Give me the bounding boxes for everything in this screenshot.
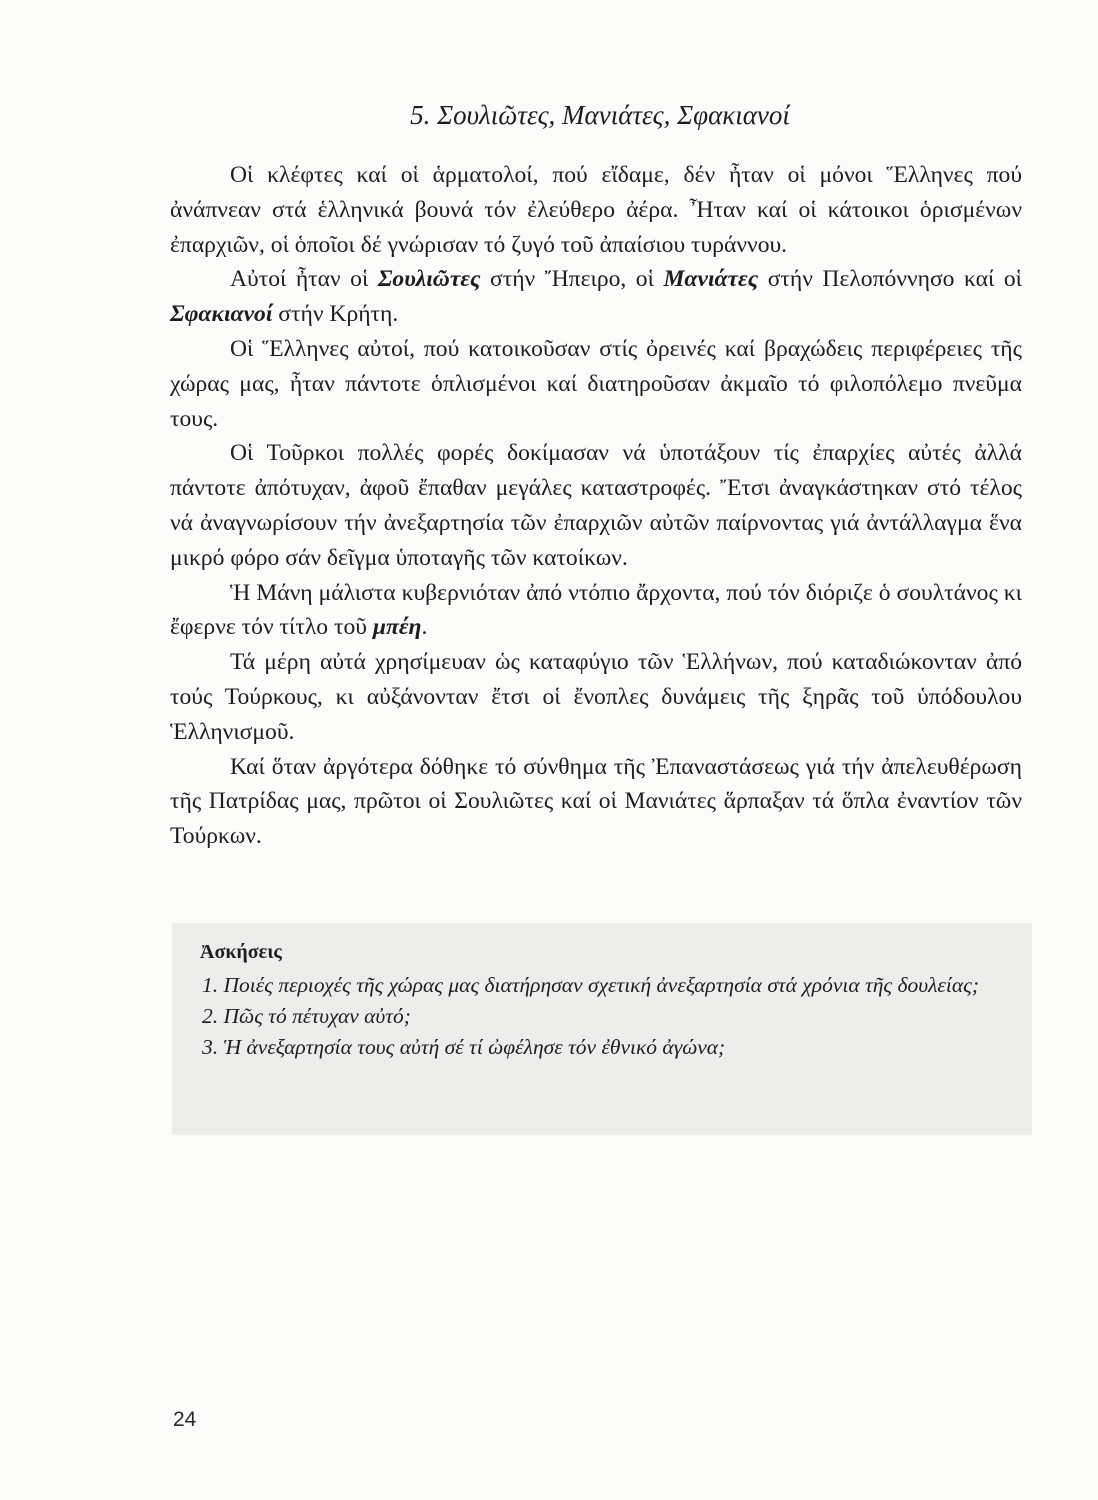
exercises-list — [202, 970, 1012, 1063]
exercise-item-2: 2. Πῶς τό πέτυχαν αὐτό; — [202, 1004, 411, 1028]
page-number: 24 — [173, 1408, 197, 1431]
paragraph-6: Τά μέρη αὐτά χρησίμευαν ὡς καταφύγιο τῶν Ἑλλήνων, πού καταδιώκονταν ἀπό τούς Τούρκους, κι αὐξάνονταν ἔτσι οἱ ἔνοπλες δυνάμεις τῆς ξηρᾶς τοῦ ὑπόδουλου Ἑλληνισμοῦ. — [170, 649, 1022, 745]
paragraph-2: Αὐτοί ἦταν οἱ Σουλιῶτες στήν Ἤπειρο, οἱ Μανιάτες στήν Πελοπόννησο καί οἱ Σφακιανοί στήν Κρήτη. — [170, 266, 1022, 328]
term-maniates: Μανιάτες — [663, 266, 759, 293]
exercises-box — [172, 923, 1032, 1135]
term-souliotes: Σουλιῶτες — [377, 266, 481, 293]
paragraph-5: Ἡ Μάνη μάλιστα κυβερνιόταν ἀπό ντόπιο ἄρχοντα, πού τόν διόριζε ὁ σουλτάνος κι ἔφερνε τόν τίτλο τοῦ μπέη. — [170, 579, 1022, 641]
chapter-title: 5. Σουλιῶτες, Μανιάτες, Σφακιανοί — [410, 100, 790, 130]
paragraph-4: Οἱ Τοῦρκοι πολλές φορές δοκίμασαν νά ὑποτάξουν τίς ἐπαρχίες αὐτές ἀλλά πάντοτε ἀπότυχαν, ἀφοῦ ἔπαθαν μεγάλες καταστροφές. Ἔτσι ἀναγκάστηκαν στό τέλος νά ἀναγνωρίσουν τήν ἀνεξαρτησία τῶν ἐπαρχιῶν αὐτῶν παίρνοντας γιά ἀντάλλαγμα ἕνα μικρό φόρο σάν δεῖγμα ὑποταγῆς τῶν κατοίκων. — [170, 440, 1022, 571]
paragraph-7: Καί ὅταν ἀργότερα δόθηκε τό σύνθημα τῆς Ἐπαναστάσεως γιά τήν ἀπελευθέρωση τῆς Πατρίδας μας, πρῶτοι οἱ Σουλιῶτες καί οἱ Μανιάτες ἅρπαξαν τά ὅπλα ἐναντίον τῶν Τούρκων. — [170, 753, 1022, 850]
exercise-item-3: 3. Ἡ ἀνεξαρτησία τους αὐτή σέ τί ὠφέλησε τόν ἐθνικό ἀγώνα; — [202, 1035, 726, 1059]
chapter-body — [170, 158, 1022, 854]
exercise-item-1: 1. Ποιές περιοχές τῆς χώρας μας διατήρησαν σχετική ἀνεξαρτησία στά χρόνια τῆς δουλείας; — [202, 973, 979, 997]
term-sfakianoi: Σφακιανοί — [170, 301, 273, 328]
paragraph-3: Οἱ Ἕλληνες αὐτοί, πού κατοικοῦσαν στίς ὀρεινές καί βραχώδεις περιφέρειες τῆς χώρας μας, ἦταν πάντοτε ὁπλισμένοι καί διατηροῦσαν ἀκμαῖο τό φιλοπόλεμο πνεῦμα τους. — [170, 335, 1022, 432]
exercises-heading: Ἀσκήσεις — [200, 941, 282, 963]
term-bey: μπέη — [372, 614, 422, 641]
paragraph-1: Οἱ κλέφτες καί οἱ ἁρματολοί, πού εἴδαμε, δέν ἦταν οἱ μόνοι Ἕλληνες πού ἀνάπνεαν στά ἑλληνικά βουνά τόν ἐλεύθερο ἀέρα. Ἦταν καί οἱ κάτοικοι ὁρισμένων ἐπαρχιῶν, οἱ ὁποῖοι δέ γνώρισαν τό ζυγό τοῦ ἀπαίσιου τυράννου. — [170, 162, 1022, 258]
